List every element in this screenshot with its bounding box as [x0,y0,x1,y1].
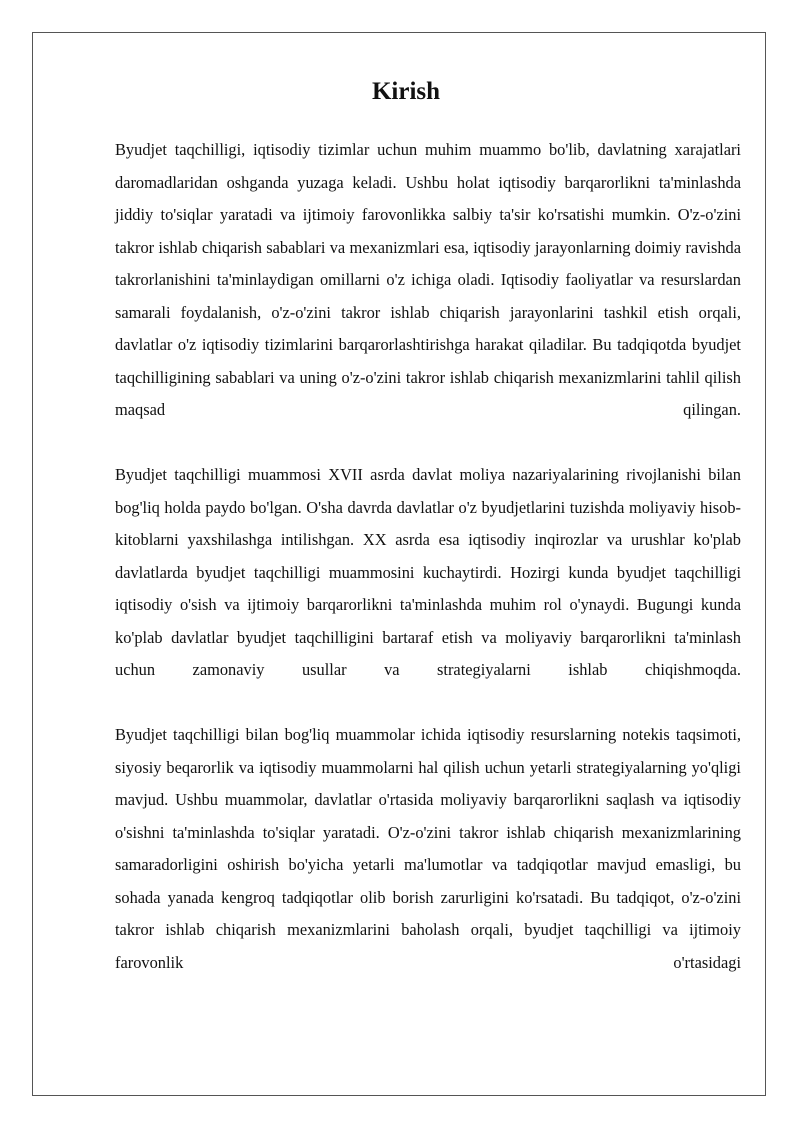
paragraph-problems: Byudjet taqchilligi bilan bog'liq muammolar ichida iqtisodiy resurslarning notekis taqsimoti, siyosiy beqarorlik va iqtisodiy muammolarni hal qilish uchun yetarli strategiyalarning yo'qligi mavjud. Ushbu muammolar, davlatlar o'rtasida moliyaviy barqarorlikni saqlash va iqtisodiy o'sishni ta'minlashda to'siqlar yaratadi. O'z-o'zini takror ishlab chiqarish mexanizmlarining samaradorligini oshirish bo'yicha yetarli ma'lumotlar va tadqiqotlar mavjud emasligi, bu sohada yanada kengroq tadqiqotlar olib borish zarurligini ko'rsatadi. Bu tadqiqot, o'z-o'zini takror ishlab chiqarish mexanizmlarini baholash orqali, byudjet taqchilligi va ijtimoiy farovonlik o'rtasidagi [115,725,741,972]
paragraph-intro: Byudjet taqchilligi, iqtisodiy tizimlar uchun muhim muammo bo'lib, davlatning xarajatlari daromadlaridan oshganda yuzaga keladi. Ushbu holat iqtisodiy barqarorlikni ta'minlashda jiddiy to'siqlar yaratadi va ijtimoiy farovonlikka salbiy ta'sir ko'rsatishi mumkin. O'z-o'zini takror ishlab chiqarish sabablari va mexanizmlari esa, iqtisodiy jarayonlarning doimiy ravishda takrorlanishini ta'minlaydigan omillarni o'z ichiga oladi. Iqtisodiy faoliyatlar va resurslardan samarali foydalanish, o'z-o'zini takror ishlab chiqarish jarayonlarini tashkil etish orqali, davlatlar o'z iqtisodiy tizimlarini barqarorlashtirishga harakat qiladilar. Bu tadqiqotda byudjet taqchilligining sabablari va uning o'z-o'zini takror ishlab chiqarish mexanizmlarini tahlil qilish maqsad qilingan. [115,140,741,419]
document-body [115,72,741,979]
page-title: Kirish [371,78,441,105]
paragraph-history: Byudjet taqchilligi muammosi XVII asrda davlat moliya nazariyalarining rivojlanishi bilan bog'liq holda paydo bo'lgan. O'sha davrda davlatlar o'z byudjetlarini tuzishda moliyaviy hisob-kitoblarni yaxshilashga intilishgan. XX asrda esa iqtisodiy inqirozlar va urushlar ko'plab davlatlarda byudjet taqchilligi muammosini kuchaytirdi. Hozirgi kunda byudjet taqchilligi iqtisodiy o'sish va ijtimoiy barqarorlikni ta'minlashda muhim rol o'ynaydi. Bugungi kunda ko'plab davlatlar byudjet taqchilligini bartaraf etish va moliyaviy barqarorlikni ta'minlash uchun zamonaviy usullar va strategiyalarni ishlab chiqishmoqda. [115,465,741,679]
